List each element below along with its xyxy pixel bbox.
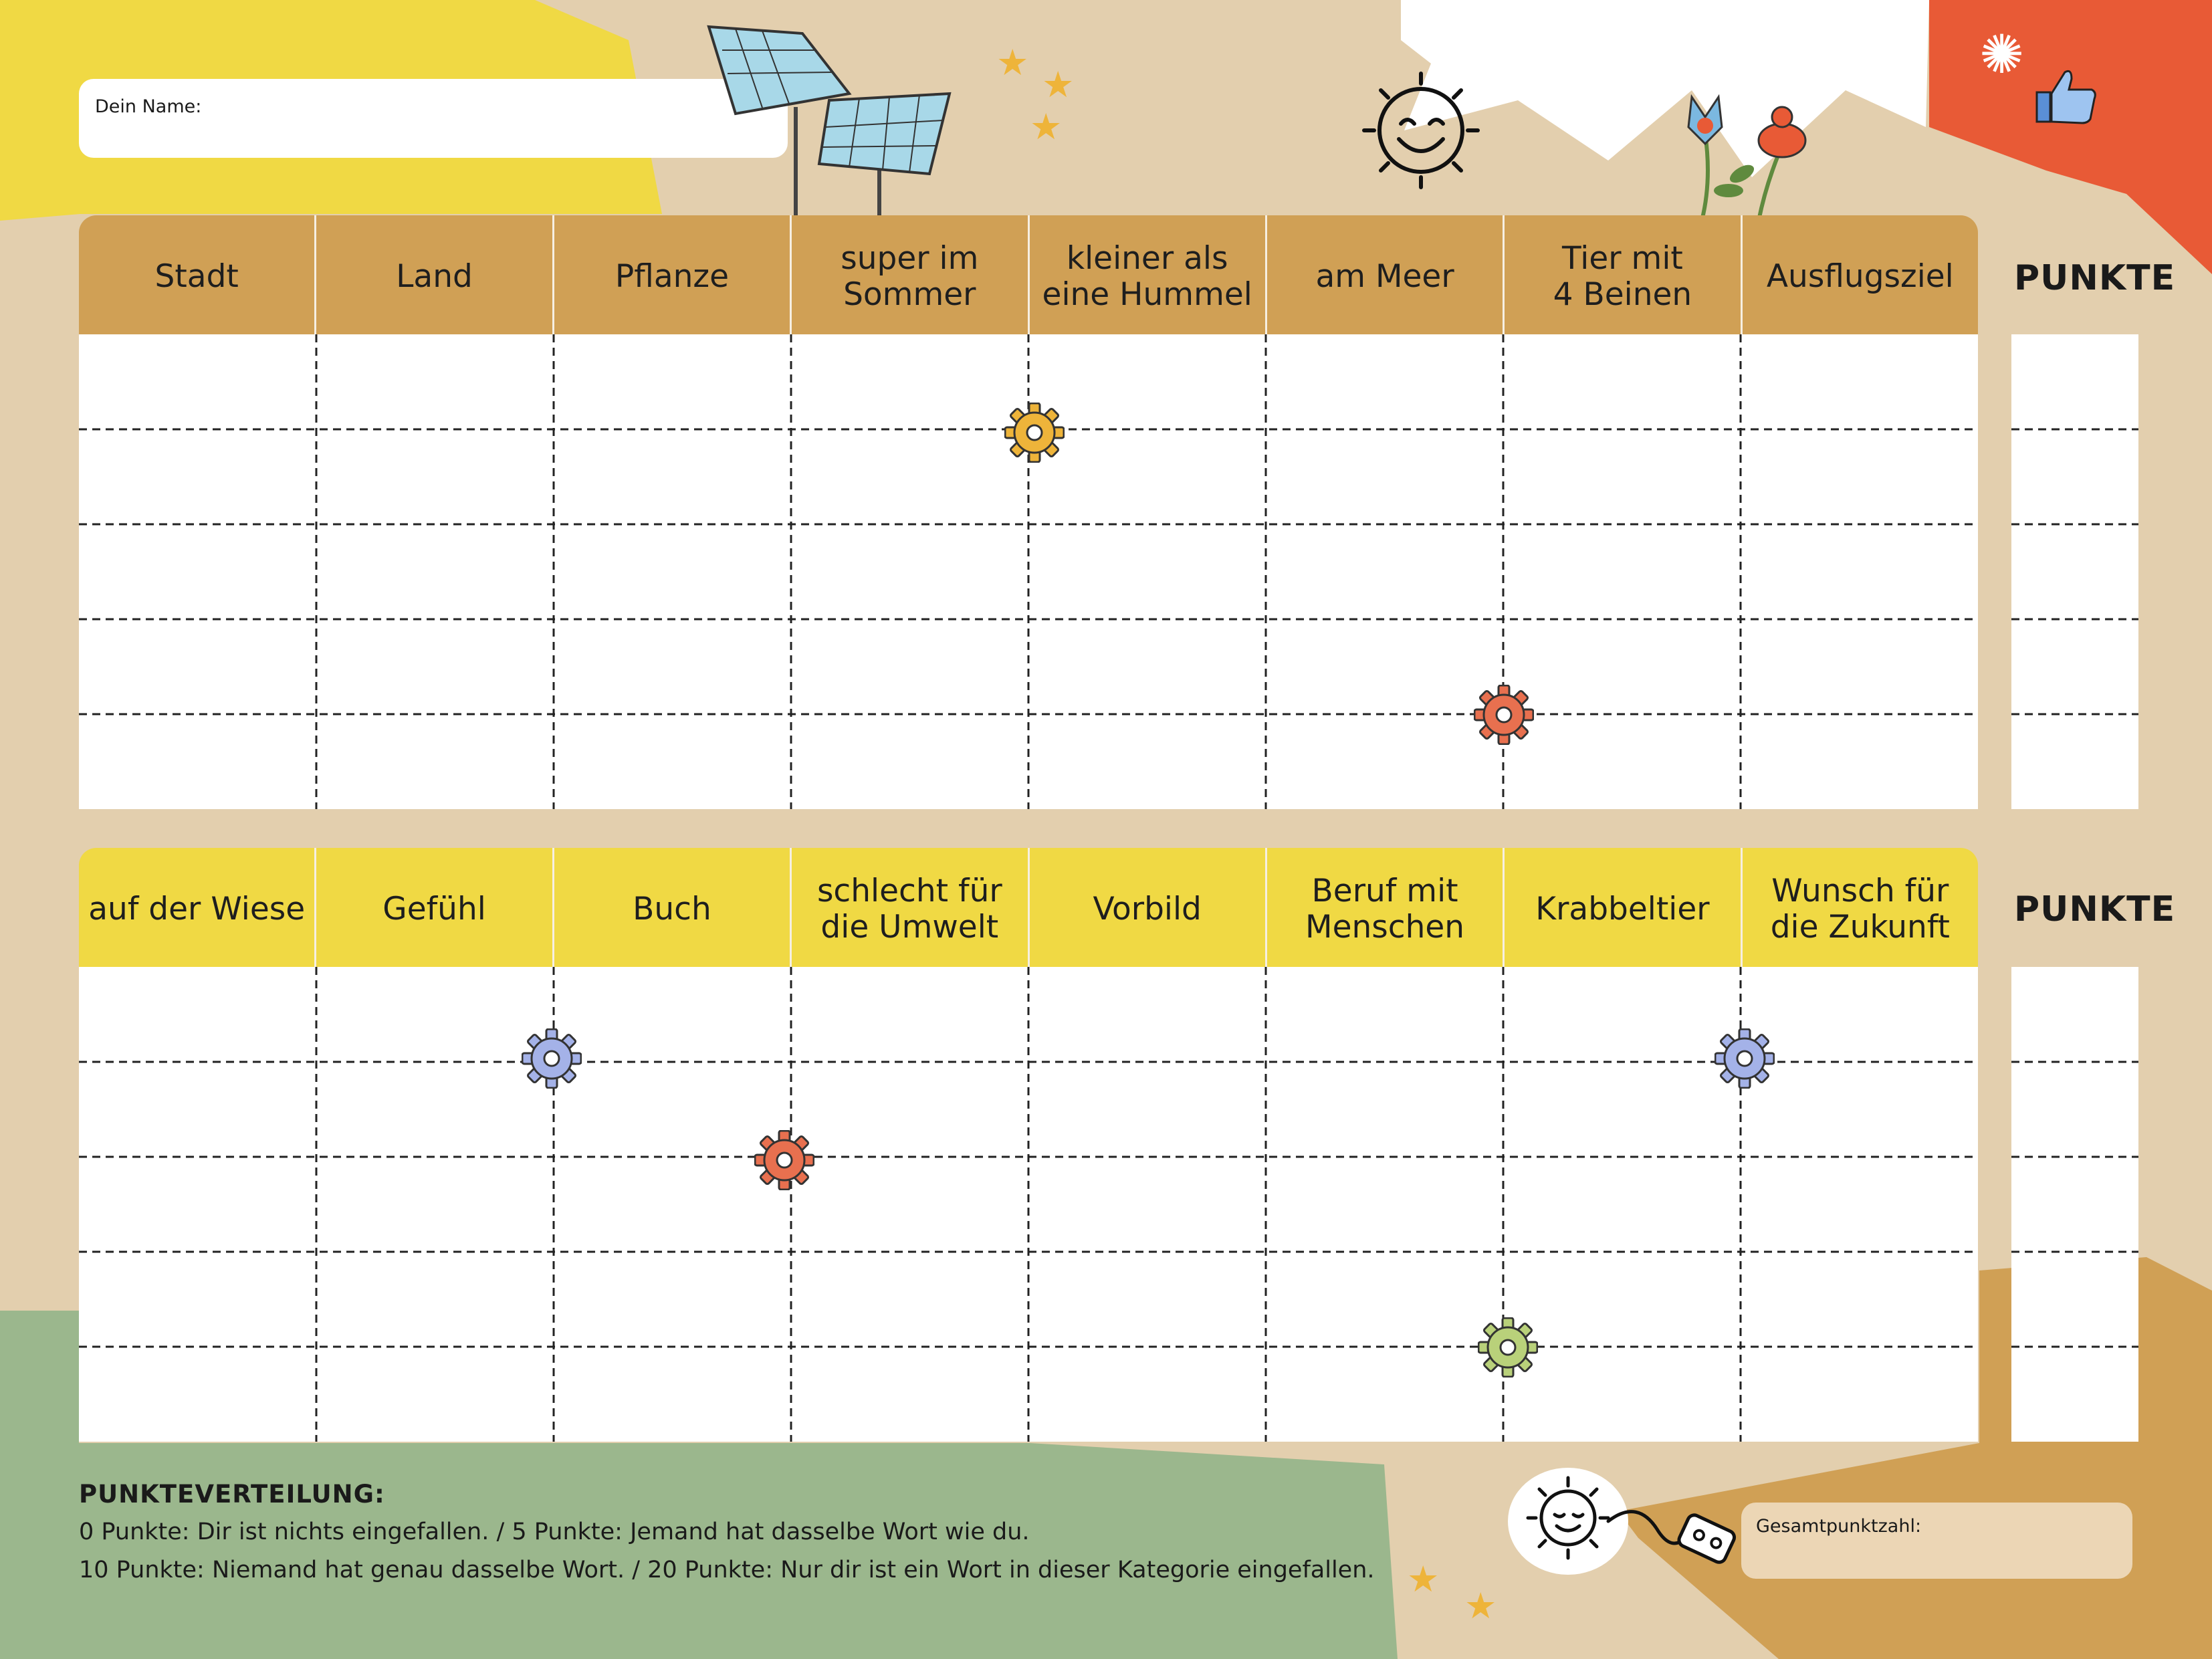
- column-header: schlecht für die Umwelt: [790, 848, 1027, 967]
- flower-icon: [1665, 94, 1826, 221]
- points-column-2[interactable]: [2011, 967, 2138, 1442]
- star-icon: ★: [1042, 64, 1075, 106]
- name-field-label: Dein Name:: [95, 96, 202, 117]
- column-header: Buch: [552, 848, 790, 967]
- sun-with-plug-icon: [1505, 1458, 1745, 1578]
- column-header: kleiner als eine Hummel: [1028, 215, 1265, 334]
- solar-panel-icon: [695, 20, 963, 221]
- gear-icon: [1478, 1317, 1538, 1377]
- gear-icon: [522, 1028, 582, 1089]
- column-header: Krabbeltier: [1503, 848, 1740, 967]
- sparkle-icon: ✺: [1979, 23, 2025, 86]
- category-table-1: [79, 215, 1978, 809]
- category-table-2: [79, 848, 1978, 1442]
- points-label: PUNKTE: [2014, 889, 2176, 929]
- total-score-label: Gesamtpunktzahl:: [1756, 1516, 1922, 1537]
- star-icon: ★: [1407, 1558, 1440, 1600]
- gear-icon: [754, 1130, 814, 1190]
- column-header: Land: [314, 215, 552, 334]
- column-header: Stadt: [154, 258, 239, 295]
- points-label: PUNKTE: [2014, 258, 2176, 298]
- column-header: am Meer: [1265, 215, 1503, 334]
- column-header: super im Sommer: [790, 215, 1027, 334]
- answer-grid[interactable]: [79, 967, 1978, 1442]
- name-field[interactable]: [79, 79, 788, 158]
- points-rules: [79, 1475, 1375, 1589]
- gear-icon: [1004, 403, 1065, 463]
- gear-icon: [1474, 685, 1534, 745]
- star-icon: ★: [1464, 1585, 1497, 1627]
- column-header: Pflanze: [552, 215, 790, 334]
- star-icon: ★: [1030, 106, 1063, 148]
- column-header: Vorbild: [1028, 848, 1265, 967]
- column-header: Ausflugsziel: [1741, 215, 1978, 334]
- gear-icon: [1715, 1028, 1775, 1089]
- table-2-header: [79, 848, 1978, 967]
- column-header: Gefühl: [314, 848, 552, 967]
- total-score-field[interactable]: [1741, 1503, 2132, 1579]
- star-icon: ★: [996, 41, 1029, 84]
- column-header: auf der Wiese: [88, 891, 306, 927]
- rules-line: 10 Punkte: Niemand hat genau dasselbe Wort. / 20 Punkte: Nur dir ist ein Wort in dieser Kategorie eingefallen.: [79, 1557, 1375, 1583]
- column-header: Beruf mit Menschen: [1265, 848, 1503, 967]
- table-1-header: [79, 215, 1978, 334]
- column-header: Tier mit 4 Beinen: [1503, 215, 1740, 334]
- column-header: Wunsch für die Zukunft: [1741, 848, 1978, 967]
- points-column-1[interactable]: [2011, 334, 2138, 809]
- smiling-sun-icon: [1351, 60, 1491, 201]
- thumbs-up-icon: [2033, 66, 2100, 126]
- rules-line: 0 Punkte: Dir ist nichts eingefallen. / 5 Punkte: Jemand hat dasselbe Wort wie du.: [79, 1519, 1030, 1545]
- rules-title: PUNKTEVERTEILUNG:: [79, 1480, 385, 1509]
